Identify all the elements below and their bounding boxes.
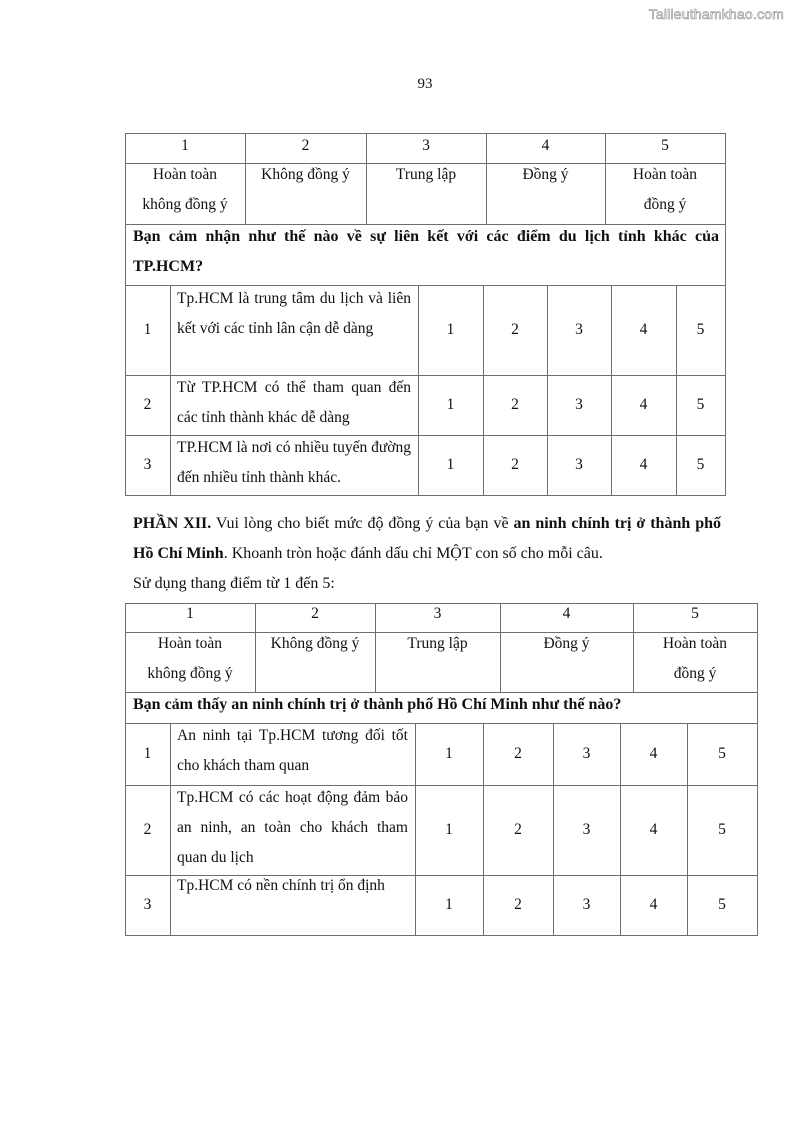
option-3[interactable]: 3 [575, 396, 583, 413]
scale-label: Đồng ý [543, 635, 590, 652]
section-topic: an ninh chính trị ở thành phố Hồ Chí Minh [133, 515, 721, 562]
option-5[interactable]: 5 [718, 821, 726, 838]
option-1[interactable]: 1 [446, 396, 455, 413]
option-4[interactable]: 4 [649, 896, 658, 913]
scale-label: Không đồng ý [270, 635, 360, 652]
scale-number: 1 [186, 605, 194, 622]
section-12-intro: PHẦN XII. Vui lòng cho biết mức độ đồng ý của bạn về an ninh chính trị ở thành phố Hồ Chí Minh. Khoanh tròn hoặc đánh dấu chỉ MỘT con số cho mỗi câu. Sử dụng thang điểm từ 1 đến 5: [133, 515, 721, 592]
question-heading-cont: TP.HCM? [133, 258, 204, 275]
scale-label: Hoàn toàn đồng ý [632, 166, 698, 213]
scale-number: 3 [433, 605, 442, 622]
option-2[interactable]: 2 [514, 745, 522, 762]
scale-number: 3 [422, 137, 430, 154]
option-2[interactable]: 2 [511, 396, 519, 413]
option-1[interactable]: 1 [445, 745, 453, 762]
section-title: PHẦN XII. [133, 515, 212, 532]
row-number: 3 [143, 456, 152, 473]
option-5[interactable]: 5 [696, 456, 705, 473]
option-1[interactable]: 1 [445, 896, 453, 913]
option-2[interactable]: 2 [511, 456, 519, 473]
question-heading: Bạn cảm nhận như thế nào về sự liên kết với các điểm du lịch tỉnh khác của [133, 228, 719, 245]
option-2[interactable]: 2 [514, 896, 522, 913]
option-5[interactable]: 5 [696, 396, 705, 413]
scale-label: Hoàn toàn đồng ý [662, 635, 728, 682]
option-4[interactable]: 4 [639, 321, 648, 338]
row-statement: Tp.HCM có nền chính trị ổn định [177, 877, 385, 894]
option-5[interactable]: 5 [718, 896, 726, 913]
scale-number: 5 [691, 605, 699, 622]
row-number: 3 [143, 896, 152, 913]
option-2[interactable]: 2 [514, 821, 522, 838]
scale-label: Đồng ý [522, 166, 569, 183]
scale-label: Không đồng ý [261, 166, 350, 183]
scale-number: 4 [562, 605, 571, 622]
scale-number: 4 [541, 137, 550, 154]
row-statement: Tp.HCM là trung tâm du lịch và liên kết với các tỉnh lân cận dễ dàng [177, 290, 411, 337]
question-heading: Bạn cảm thấy an ninh chính trị ở thành phố Hồ Chí Minh như thế nào? [133, 696, 622, 713]
option-3[interactable]: 3 [575, 321, 583, 338]
scale-label: Trung lập [395, 166, 457, 183]
row-statement: Từ TP.HCM có thể tham quan đến các tỉnh thành khác dễ dàng [177, 379, 411, 426]
option-1[interactable]: 1 [446, 321, 455, 338]
scale-label: Trung lập [407, 635, 468, 652]
row-statement: Tp.HCM có các hoạt động đảm bảo an ninh, an toàn cho khách tham quan du lịch [177, 789, 408, 866]
row-number: 2 [143, 396, 152, 413]
option-4[interactable]: 4 [649, 745, 658, 762]
option-3[interactable]: 3 [575, 456, 583, 473]
watermark: Tailieuthamkhao.com [648, 6, 784, 22]
option-1[interactable]: 1 [446, 456, 455, 473]
row-statement: TP.HCM là nơi có nhiều tuyến đường đến nhiều tỉnh thành khác. [177, 439, 411, 486]
option-4[interactable]: 4 [639, 396, 648, 413]
scale-label: Hoàn toàn không đồng ý [147, 635, 233, 682]
option-1[interactable]: 1 [445, 821, 453, 838]
scale-label: Hoàn toàn không đồng ý [142, 166, 228, 213]
option-5[interactable]: 5 [696, 321, 705, 338]
row-number: 2 [143, 821, 152, 838]
row-number: 1 [143, 321, 152, 338]
option-4[interactable]: 4 [639, 456, 648, 473]
option-2[interactable]: 2 [511, 321, 519, 338]
option-4[interactable]: 4 [649, 821, 658, 838]
scale-number: 2 [311, 605, 319, 622]
option-5[interactable]: 5 [718, 745, 726, 762]
option-3[interactable]: 3 [582, 821, 591, 838]
scale-number: 1 [181, 137, 189, 154]
scale-number: 2 [301, 137, 310, 154]
row-number: 1 [143, 745, 152, 762]
scale-number: 5 [661, 137, 669, 154]
page-number: 93 [417, 76, 433, 92]
option-3[interactable]: 3 [582, 896, 591, 913]
row-statement: An ninh tại Tp.HCM tương đối tốt cho khách tham quan [177, 727, 408, 774]
option-3[interactable]: 3 [582, 745, 591, 762]
